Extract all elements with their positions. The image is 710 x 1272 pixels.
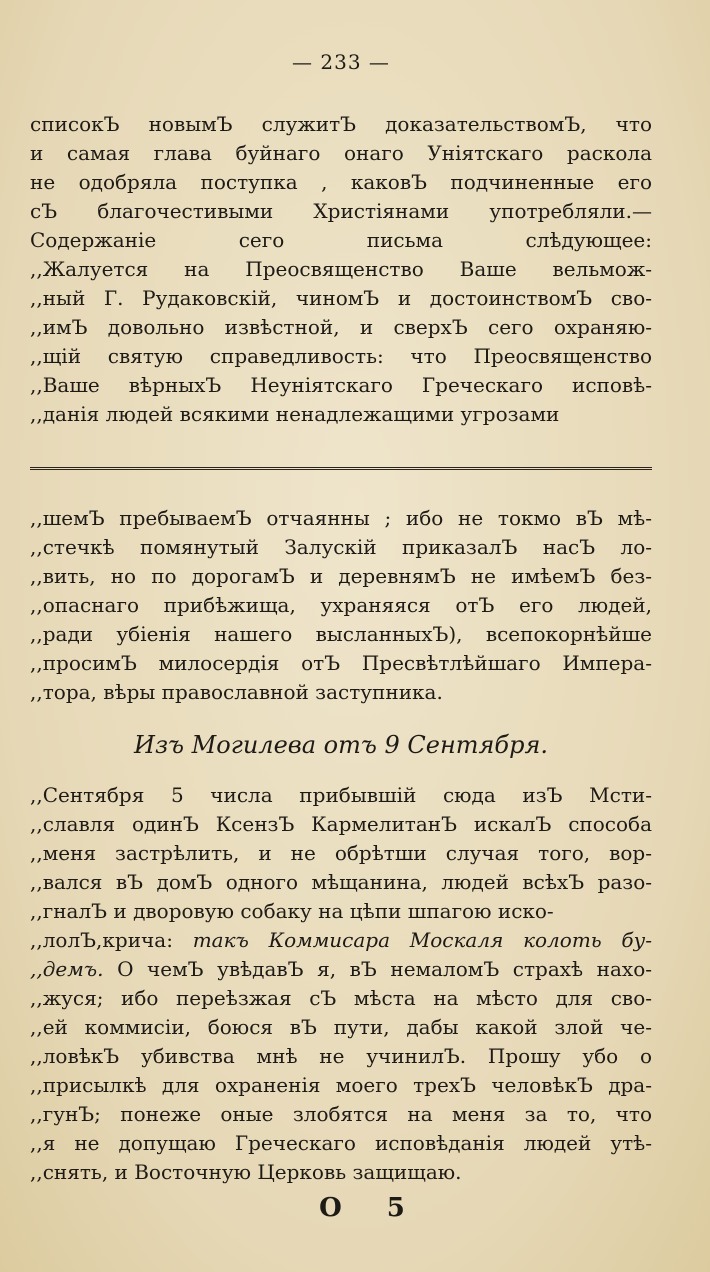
text-block-letter (30, 781, 652, 926)
text-line: ,,Сентября 5 числа прибывшій сюда изЪ Мсти- (30, 783, 652, 807)
text-line: ,,славля одинЪ КсензЪ КармелитанЪ искалЪ способа (30, 812, 652, 836)
text-line: ,,присылкѣ для охраненія моего трехЪ человѣкЪ дра- (30, 1073, 652, 1097)
text-line: ,,снять, и Восточную Церковь защищаю. (30, 1160, 462, 1184)
text-line: ,,Ваше вѣрныхЪ Неуніятскаго Греческаго исповѣ- (30, 373, 652, 397)
text-line: сЪ благочестивыми Христіянами употребляли.— (30, 199, 652, 223)
italic-quote-end: ,,демъ. (30, 957, 104, 981)
text-line: ,,жуся; ибо переѣзжая сЪ мѣста на мѣсто для сво- (30, 986, 652, 1010)
text-line: ,,ловѣкЪ убивства мнѣ не учинилЪ. Прошу убо о (30, 1044, 652, 1068)
text-line: ,,просимЪ милосердія отЪ Пресвѣтлѣйшаго Импера- (30, 651, 652, 675)
text-line: ,,щій святую справедливость: что Преосвященство (30, 344, 652, 368)
text-line: ,,тора, вѣры православной заступника. (30, 680, 443, 704)
line-suffix: О чемЪ увѣдавЪ я, вЪ немаломЪ страхѣ нахо- (103, 957, 652, 981)
text-line: не одобряла поступка , каковЪ подчиненные его (30, 170, 652, 194)
text-line: ,,Жалуется на Преосвященство Ваше вельмож- (30, 257, 652, 281)
text-line: Содержаніе сего письма слѣдующее: (30, 228, 652, 252)
section-divider (30, 467, 652, 470)
text-block-letter-end (30, 984, 652, 1187)
text-line: и самая глава буйнаго онаго Уніятскаго раскола (30, 141, 652, 165)
section-heading: Изъ Могилева отъ 9 Сентября. (134, 731, 548, 759)
text-line: ,,данія людей всякими ненадлежащими угрозами (30, 402, 560, 426)
text-line: ,,имЪ довольно извѣстной, и сверхЪ сего охраняю- (30, 315, 652, 339)
text-line: ,,меня застрѣлить, и не обрѣтши случая того, вор- (30, 841, 652, 865)
text-line: ,,шемЪ пребываемЪ отчаянны ; ибо не токмо вЪ мѣ- (30, 506, 652, 530)
text-line: списокЪ новымЪ служитЪ доказательствомЪ, что (30, 112, 652, 136)
text-line: ,,вался вЪ домЪ одного мѣщанина, людей всѣхЪ разо- (30, 870, 652, 894)
text-line: ,,гналЪ и дворовую собаку на цѣпи шпагою иско- (30, 899, 554, 923)
text-line: ,,я не допущаю Греческаго исповѣданія людей утѣ- (30, 1131, 652, 1155)
text-block-top (30, 110, 652, 429)
text-line-italic-quote (30, 926, 652, 955)
text-line-italic-quote-end (30, 955, 652, 984)
text-line: ,,ей коммисіи, боюся вЪ пути, дабы какой злой че- (30, 1015, 652, 1039)
text-block-middle (30, 504, 652, 707)
text-line: ,,ный Г. Рудаковскій, чиномЪ и достоинствомЪ сво- (30, 286, 652, 310)
italic-quote: такъ Коммисара Москаля колоть бу- (192, 928, 652, 952)
text-line: ,,ради убіенія нашего высланныхЪ), всепокорнѣйше (30, 622, 652, 646)
signature-mark: О 5 (319, 1193, 423, 1223)
text-line: ,,вить, но по дорогамЪ и деревнямЪ не имѣемЪ без- (30, 564, 652, 588)
text-line: ,,гунЪ; понеже оные злобятся на меня за то, что (30, 1102, 652, 1126)
page-number: — 233 — (292, 50, 390, 74)
line-prefix: ,,лолЪ,крича: (30, 928, 193, 952)
text-line: ,,опаснаго прибѣжища, ухраняяся отЪ его людей, (30, 593, 652, 617)
text-line: ,,стечкѣ помянутый Залускій приказалЪ насЪ ло- (30, 535, 652, 559)
